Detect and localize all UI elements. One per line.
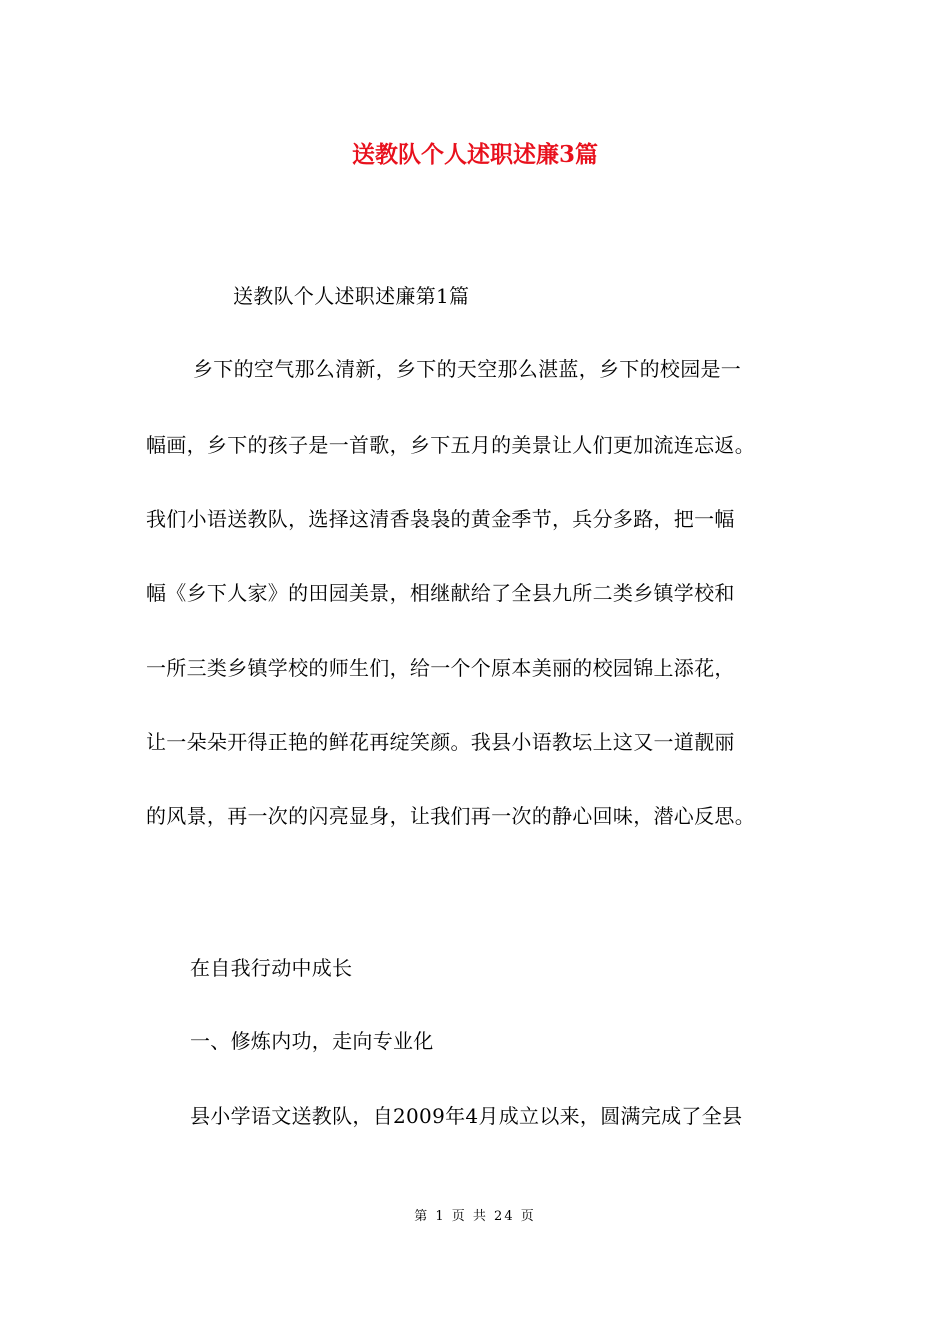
paragraph-line-6: 让一朵朵开得正艳的鲜花再绽笑颜。我县小语教坛上这又一道靓丽 <box>146 730 735 754</box>
paragraph-line-7: 的风景，再一次的闪亮显身，让我们再一次的静心回味，潜心反思。 <box>146 804 755 828</box>
paragraph-line-1: 乡下的空气那么清新，乡下的天空那么湛蓝，乡下的校园是一 <box>193 357 742 381</box>
subheading: 一、修炼内功，走向专业化 <box>190 1029 434 1053</box>
paragraph-line-last: 县小学语文送教队，自2009年4月成立以来，圆满完成了全县 <box>190 1104 743 1128</box>
document-title: 送教队个人述职述廉3篇 <box>351 141 598 168</box>
paragraph-line-3: 我们小语送教队，选择这清香袅袅的黄金季节，兵分多路，把一幅 <box>146 507 735 531</box>
paragraph-line-5: 一所三类乡镇学校的师生们，给一个个原本美丽的校园锦上添花， <box>146 656 735 680</box>
page-number-footer: 第 1 页 共 24 页 <box>414 1209 536 1224</box>
paragraph-line-4: 幅《乡下人家》的田园美景，相继献给了全县九所二类乡镇学校和 <box>146 581 735 605</box>
article-subtitle: 送教队个人述职述廉第1篇 <box>233 284 470 308</box>
section-heading: 在自我行动中成长 <box>190 956 353 980</box>
paragraph-line-2: 幅画，乡下的孩子是一首歌，乡下五月的美景让人们更加流连忘返。 <box>146 433 755 457</box>
